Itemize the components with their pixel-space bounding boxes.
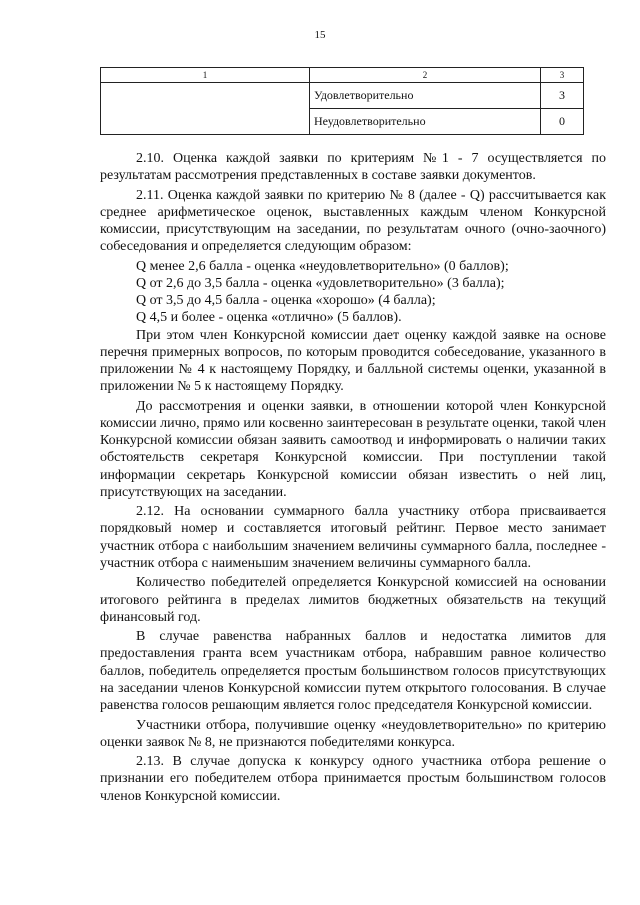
q-list-item: Q от 3,5 до 4,5 балла - оценка «хорошо» (4 балла); [136,293,436,309]
paragraph: Количество победителей определяется Конкурсной комиссией на основании итогового рейтинга в пределах лимитов бюджетных обязательств на текущий финансовый год. [100,575,606,625]
rating-cell: Неудовлетворительно [310,109,541,135]
table-row [101,83,584,109]
paragraph: 2.12. На основании суммарного балла участнику отбора присваивается порядковый номер и составляется итоговый рейтинг. Первое место занимает участник отбора с наибольшим значением величины суммарного балла, последнее - участник отбора с наименьшим значением величины суммарного балла. [100,504,606,571]
paragraph: 2.11. Оценка каждой заявки по критерию № 8 (далее - Q) рассчитывается как среднее арифметическое оценок, выставленных каждым членом Конкурсной комиссии, присутствующим на заседании, по результатам очного (очно-заочного) собеседования и определяется следующим образом: [100,187,606,255]
paragraph: 2.10. Оценка каждой заявки по критериям №1 - 7 осуществляется по результатам рассмотрения представленных в составе заявки документов. [100,151,606,184]
column-header: 1 [101,68,310,83]
score-cell: 0 [541,109,584,135]
q-list-item: Q 4,5 и более - оценка «отлично» (5 баллов). [136,310,402,326]
q-list-item: Q от 2,6 до 3,5 балла - оценка «удовлетворительно» (3 балла); [136,276,505,292]
score-cell: 3 [541,83,584,109]
column-header: 2 [310,68,541,83]
paragraph: До рассмотрения и оценки заявки, в отношении которой член Конкурсной комиссии лично, прямо или косвенно заинтересован в результате оценки, такой член Конкурсной комиссии обязан заявить самоотвод и информировать о наличии таких обстоятельств секретаря Конкурсной комиссии. При поступлении такой информации секретарь Конкурсной комиссии обязан известить о ней лиц, присутствующих на заседании. [100,398,606,500]
q-list-item: Q менее 2,6 балла - оценка «неудовлетворительно» (0 баллов); [136,258,509,274]
criteria-table [100,67,584,135]
paragraph: В случае равенства набранных баллов и недостатка лимитов для предоставления гранта всем участникам отбора, набравшим равное количество баллов, победитель определяется простым большинством голосов присутствующих на заседании членов Конкурсной комиссии путем открытого голосования. В случае равенства голосов решающим является голос председателя Конкурсной комиссии. [100,629,606,714]
column-header: 3 [541,68,584,83]
rating-cell: Удовлетворительно [310,83,541,109]
criterion-cell [101,83,310,135]
paragraph: Участники отбора, получившие оценку «неудовлетворительно» по критерию оценки заявок № 8, не признаются победителями конкурса. [100,717,606,750]
page-number: 15 [314,29,326,41]
table-header-row [101,68,584,83]
paragraph: При этом член Конкурсной комиссии дает оценку каждой заявке на основе перечня примерных вопросов, по которым проводится собеседование, указанного в приложении № 4 к настоящему Порядку, и балльной системы оценки, указанной в приложении № 5 к настоящему Порядку. [100,327,606,395]
paragraph: 2.13. В случае допуска к конкурсу одного участника отбора решение о признании его победителем отбора принимается простым большинством голосов членов Конкурсной комиссии. [100,754,606,804]
document-body [100,150,606,807]
